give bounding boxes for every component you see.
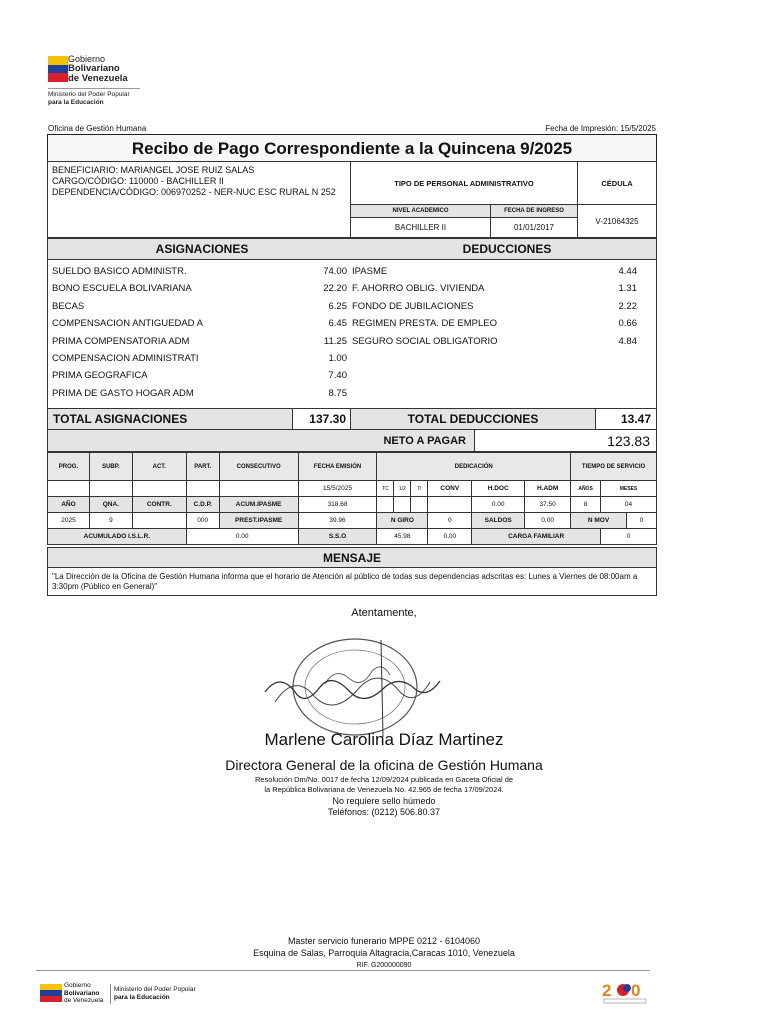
asignacion-item-amount: 7.40	[328, 370, 347, 382]
resolution-line2: la República Bolivariana de Venezuela No. 42.965 de fecha 17/09/2024.	[264, 784, 504, 794]
footer-flag-icon	[40, 984, 62, 1002]
ministry-text: Ministerio del Poder Popular para la Educación	[48, 91, 130, 106]
asignacion-item	[52, 350, 347, 367]
footer-logo: Gobierno Bolivariano de Venezuela Ministerio del Poder Popular para la Educación	[40, 982, 210, 1006]
deduccion-item-label: F. AHORRO OBLIG. VIVIENDA	[352, 283, 485, 295]
asignacion-item-label: PRIMA DE GASTO HOGAR ADM	[52, 387, 194, 399]
asignacion-item	[52, 263, 347, 280]
tipo-personal: TIPO DE PERSONAL ADMINISTRATIVO	[350, 161, 578, 205]
total-asignaciones-label: TOTAL ASIGNACIONES	[47, 408, 293, 430]
deduccion-item	[352, 298, 637, 315]
signature-stamp-icon	[255, 632, 450, 742]
footer-line2: Esquina de Salas, Parroquia Altagracia,Caracas 1010, Venezuela	[253, 948, 515, 958]
total-asignaciones-value: 137.30	[292, 408, 351, 430]
total-deducciones-value: 13.47	[595, 408, 657, 430]
deduccion-item	[352, 263, 637, 280]
asignacion-item-label: COMPENSACION ADMINISTRATI	[52, 353, 199, 364]
mensaje-text: "La Dirección de la Oficina de Gestión Humana informa que el horario de Atención al público de todas sus dependencias adscritas es: Lunes a Viernes de 08:00am a 3:30pm (Público en General)"	[47, 567, 657, 596]
cedula-label: CÉDULA	[577, 161, 657, 205]
deduccion-item-amount: 2.22	[618, 300, 637, 312]
receipt-title: Recibo de Pago Correspondiente a la Quincena 9/2025	[47, 134, 657, 162]
asignacion-item	[52, 333, 347, 350]
deduccion-item-label: FONDO DE JUBILACIONES	[352, 300, 474, 312]
asignacion-item	[52, 280, 347, 297]
ingreso-value: 01/01/2017	[490, 217, 578, 238]
deduccion-item-amount: 0.66	[618, 318, 637, 330]
deduccion-item-label: REGIMEN PRESTA. DE EMPLEO	[352, 318, 497, 330]
signer-role: Directora General de la oficina de Gestión Humana	[225, 757, 543, 773]
beneficiary: BENEFICIARIO: MARIANGEL JOSE RUIZ SALAS	[52, 165, 255, 175]
resolution-line1: Resolución Dm/No. 0017 de fecha 12/09/2024 publicada en Gaceta Oficial de	[254, 775, 514, 784]
deduccion-item-label: SEGURO SOCIAL OBLIGATORIO	[352, 335, 498, 347]
asignacion-item-label: PRIMA GEOGRAFICA	[52, 370, 148, 382]
logo-text: Gobierno Bolivariano de Venezuela	[68, 54, 128, 84]
dependencia: DEPENDENCIA/CÓDIGO: 006970252 - NER-NUC ESC RURAL N 252	[52, 187, 336, 197]
deduccion-item	[352, 315, 637, 332]
detail-grid: PROG. SUBP. ACT. PART. CONSECUTIVO FECHA EMISIÓN DEDICACIÓN TIEMPO DE SERVICIO 15/5/2025 TC 1/2 TI CONV H.DOC H.ADM AÑOS MESES AÑO QNA. CONTR. C.D.P. ACUM.IPASME 318.68 0.00 37.50 8 04 2025 9 000 PREST.IPASME 39.96 N GIRO 0 SALDOS 0,00 N MOV 0 ACUMULADO I.S.L.R. 0.00 S.S.O 45.98 0,00 CARGA FAMILIAR 0	[47, 452, 657, 545]
deduccion-item	[352, 333, 637, 350]
asignacion-item-amount: 22.20	[323, 283, 347, 295]
mensaje-heading: MENSAJE	[47, 547, 657, 568]
asignacion-item	[52, 298, 347, 315]
asignacion-item-amount: 8.75	[328, 387, 347, 399]
svg-text:2: 2	[602, 981, 612, 1000]
cargo: CARGO/CÓDIGO: 110000 - BACHILLER II	[52, 176, 224, 186]
asignacion-item	[52, 315, 347, 332]
cedula-value: V-21064325	[577, 204, 657, 238]
print-date: Fecha de Impresión: 15/5/2025	[545, 124, 656, 133]
svg-text:0: 0	[631, 981, 641, 1000]
deduccion-item	[352, 280, 637, 297]
flag-icon	[48, 56, 68, 82]
neto-value: 123.83	[474, 429, 657, 452]
deducciones-heading: DEDUCCIONES	[462, 242, 552, 256]
signer-name: Marlene Carolina Díaz Martinez	[264, 730, 504, 749]
footer-rif: RIF. G200000090	[356, 962, 412, 969]
asignaciones-heading: ASIGNACIONES	[155, 242, 249, 256]
government-logo	[48, 52, 158, 110]
asignacion-item-label: PRIMA COMPENSATORIA ADM	[52, 335, 190, 347]
asignacion-item-label: COMPENSACION ANTIGUEDAD A	[52, 318, 203, 330]
asignacion-item-amount: 6.45	[328, 318, 347, 330]
asignacion-item	[52, 385, 347, 402]
asignacion-item-amount: 74.00	[323, 266, 347, 277]
office-label: Oficina de Gestión Humana	[48, 124, 147, 133]
deduccion-item-amount: 4.44	[618, 266, 637, 277]
total-deducciones-label: TOTAL DEDUCCIONES	[350, 408, 596, 430]
asignacion-item	[52, 367, 347, 384]
asignacion-item-amount: 11.25	[323, 335, 347, 347]
asignacion-item-label: BECAS	[52, 300, 85, 312]
asignacion-item-label: BONO ESCUELA BOLIVARIANA	[52, 283, 192, 295]
asignacion-item-amount: 1.00	[328, 353, 347, 364]
asignacion-item-label: SUELDO BASICO ADMINISTR.	[52, 266, 187, 277]
deduccion-item-amount: 4.84	[618, 335, 637, 347]
neto-label: NETO A PAGAR	[47, 429, 475, 452]
footer-line1: Master servicio funerario MPPE 0212 - 6104060	[287, 936, 481, 946]
asignacion-item-amount: 6.25	[328, 300, 347, 312]
ingreso-label: FECHA DE INGRESO	[490, 204, 578, 218]
greeting: Atentamente,	[351, 607, 417, 619]
deduccion-item-label: IPASME	[352, 266, 388, 277]
nivel-value: BACHILLER II	[350, 217, 491, 238]
sello-note: No requiere sello húmedo	[332, 796, 436, 806]
telefonos: Teléfonos: (0212) 506.80.37	[327, 807, 441, 817]
nivel-label: NIVEL ACADEMICO	[350, 204, 491, 218]
anniversary-logo-icon	[600, 978, 650, 1006]
deduccion-item-amount: 1.31	[618, 283, 637, 295]
beneficiary-block	[47, 161, 351, 238]
